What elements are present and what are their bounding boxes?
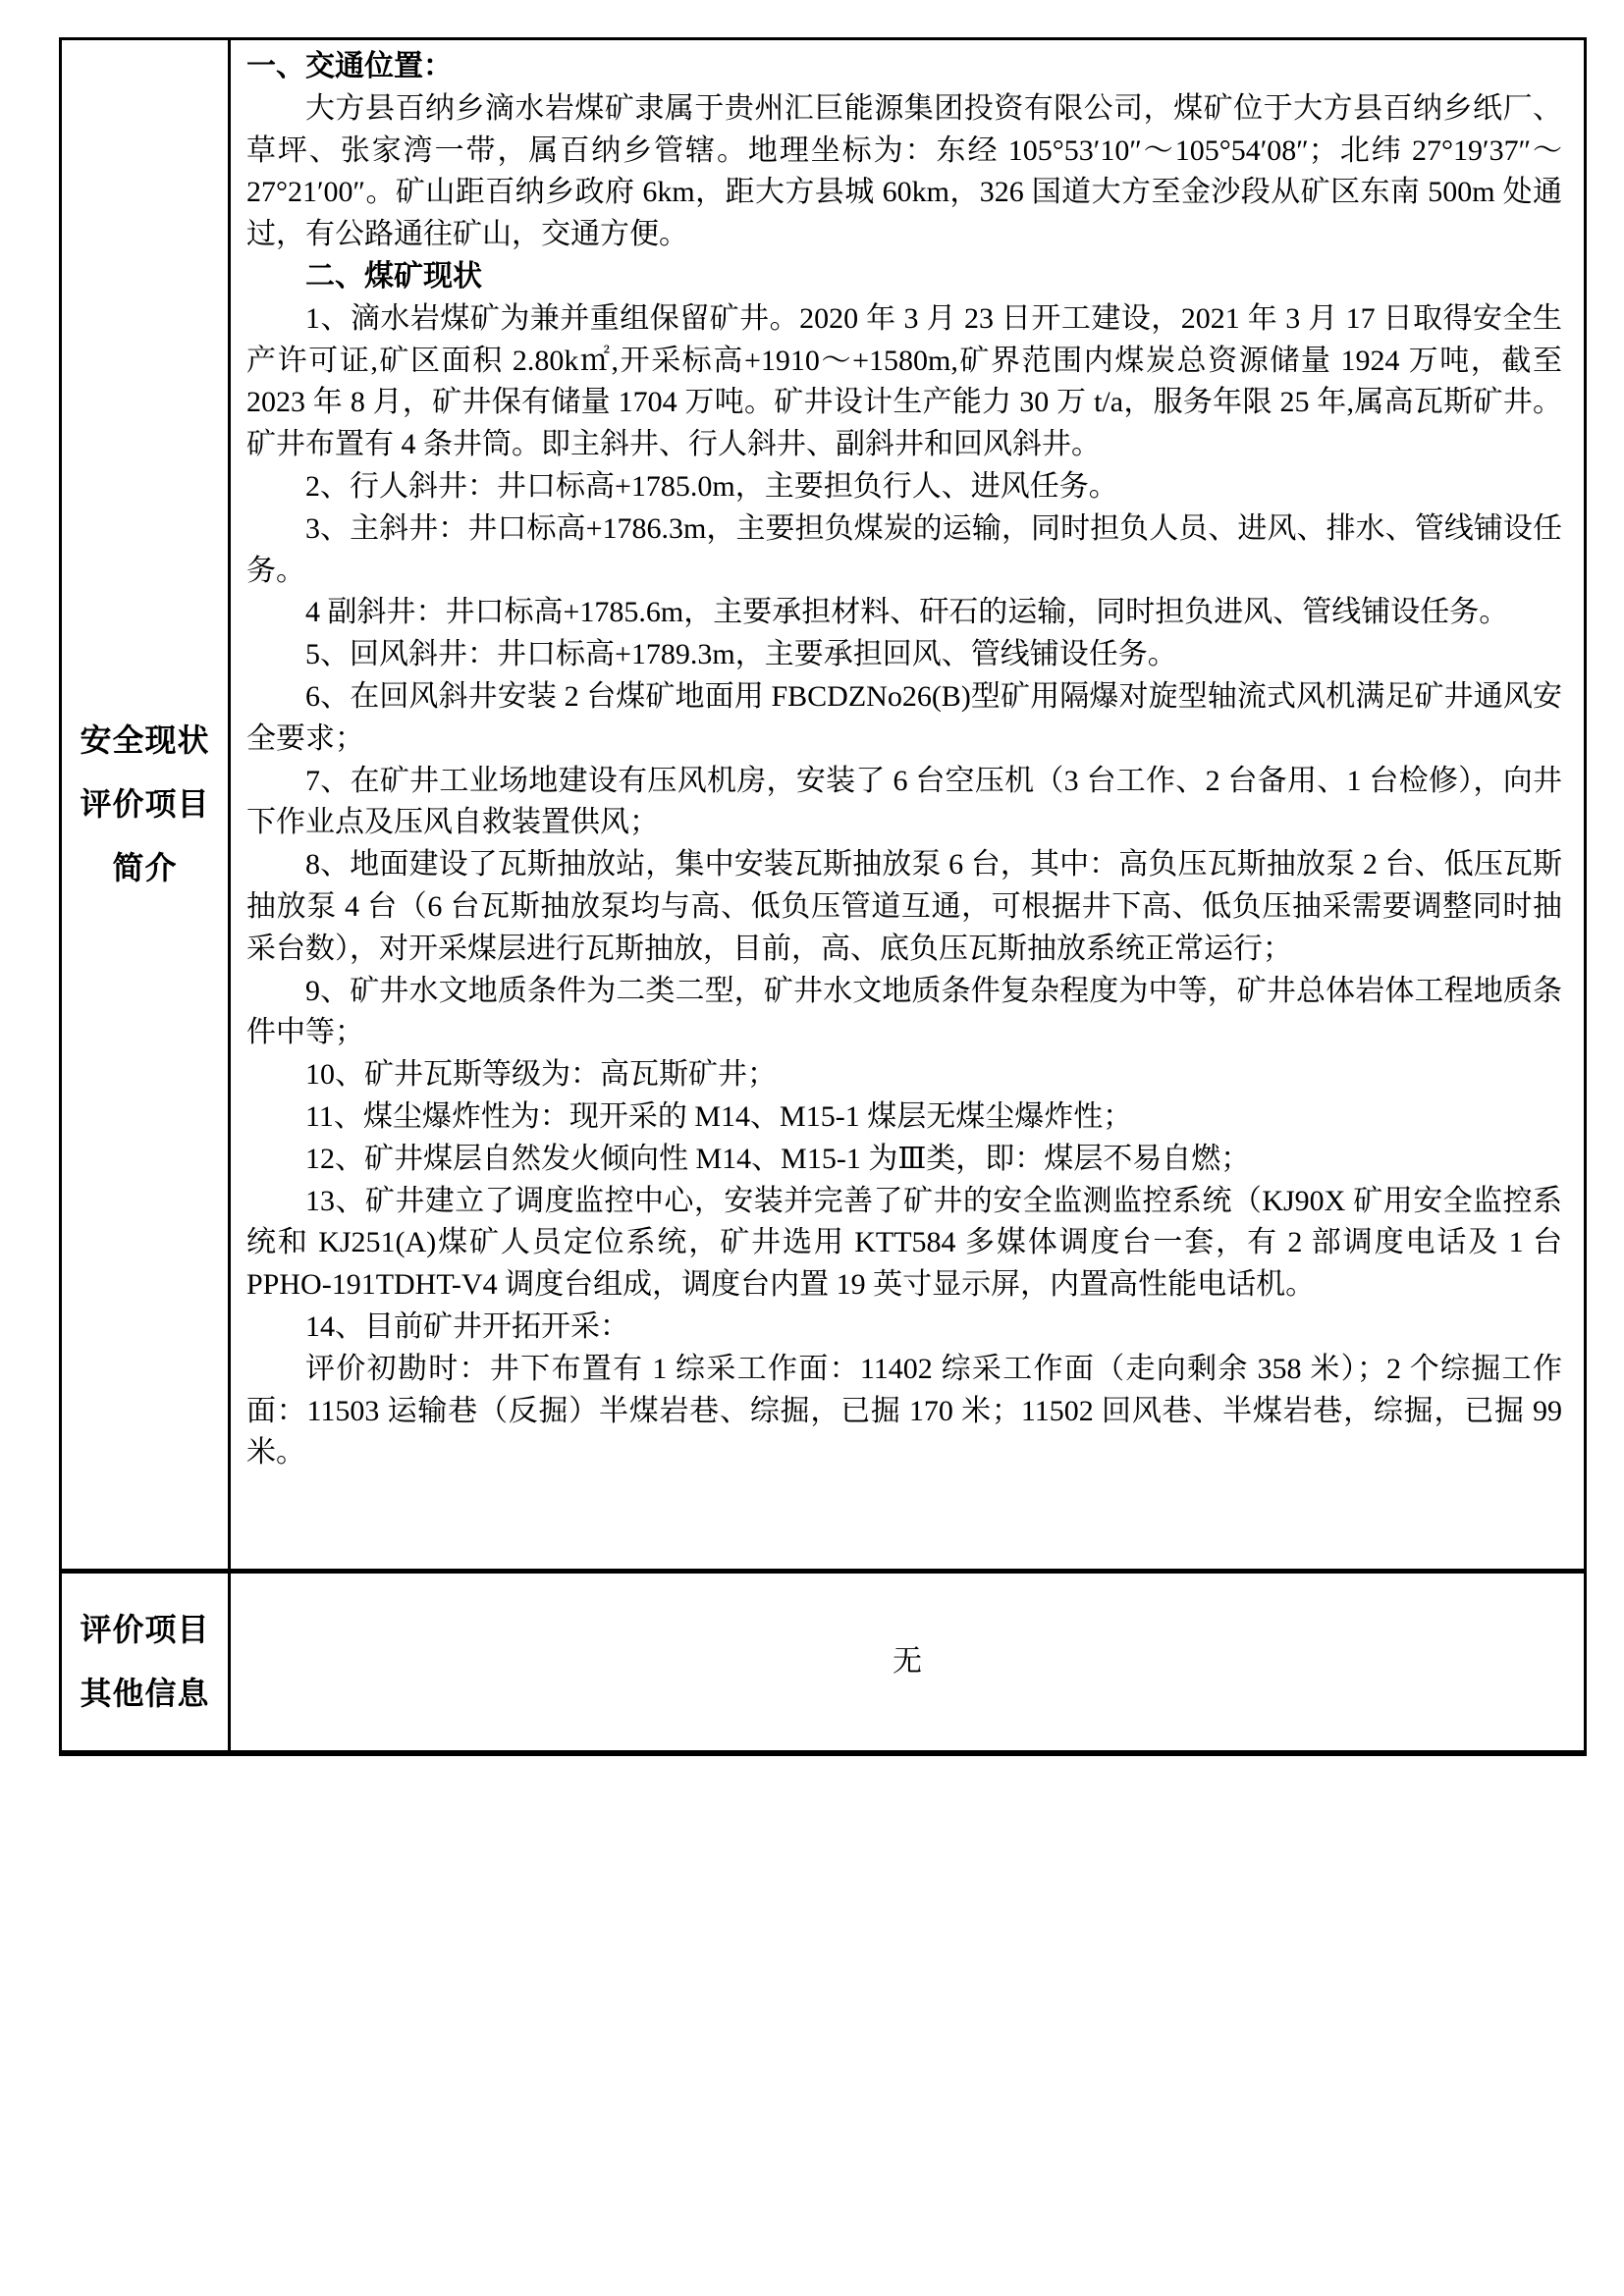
section-heading: 二、煤矿现状 [305,259,482,293]
paragraph: 7、在矿井工业场地建设有压风机房，安装了 6 台空压机（3 台工作、2 台备用、1 台检修），向井下作业点及压风自救装置供风； [246,764,1562,839]
section-heading: 一、交通位置： [246,50,453,82]
row-content-cell-safety-status [231,40,1584,1569]
paragraph: 5、回风斜井：井口标高+1789.3m，主要承担回风、管线铺设任务。 [305,638,1177,671]
paragraph: 9、矿井水文地质条件为二类二型，矿井水文地质条件复杂程度为中等，矿井总体岩体工程地质条件中等； [246,974,1562,1049]
paragraph: 2、行人斜井：井口标高+1785.0m，主要担负行人、进风任务。 [305,469,1118,503]
row-label-line: 简介 [112,850,178,885]
paragraph: 11、煤尘爆炸性为：现开采的 M14、M15-1 煤层无煤尘爆炸性； [305,1099,1133,1133]
paragraph: 10、矿井瓦斯等级为：高瓦斯矿井； [305,1058,777,1092]
table-row-other-info [62,1574,1584,1750]
evaluation-table [59,37,1587,1756]
row-label-line: 其他信息 [80,1676,210,1711]
paragraph: 大方县百纳乡滴水岩煤矿隶属于贵州汇巨能源集团投资有限公司，煤矿位于大方县百纳乡纸厂、草坪、张家湾一带，属百纳乡管辖。地理坐标为：东经 105°53′10″～105°54′08″；北纬 27°19′37″～27°21′00″。矿山距百纳乡政府 6km，距大方县城 60km，326 国道大方至金沙段从矿区东南 500m 处通过，有公路通往矿山，交通方便。 [246,91,1562,251]
paragraph: 14、目前矿井开拓开采： [305,1309,629,1343]
paragraph: 4 副斜井：井口标高+1785.6m，主要承担材料、矸石的运输，同时担负进风、管线铺设任务。 [305,596,1509,629]
row-label-cell-other-info [62,1574,231,1750]
paragraph: 评价初勘时：井下布置有 1 综采工作面：11402 综采工作面（走向剩余 358 米）；2 个综掘工作面：11503 运输巷（反掘）半煤岩巷、综掘，已掘 170 米；11502 回风巷、半煤岩巷，综掘，已掘 99 米。 [246,1352,1562,1469]
row-label-cell-safety-status [62,40,231,1569]
table-row-safety-status-summary [62,40,1584,1574]
row-label-line: 评价项目 [80,786,210,822]
paragraph: 13、矿井建立了调度监控中心，安装并完善了矿井的安全监测监控系统（KJ90X 矿用安全监控系统和 KJ251(A)煤矿人员定位系统，矿井选用 KTT584 多媒体调度台一套，有 2 部调度电话及 1 台 PPHO-191TDHT-V4 调度台组成，调度台内置 19 英寸显示屏，内置高性能电话机。 [246,1184,1562,1302]
other-info-value: 无 [893,1644,922,1678]
paragraph: 12、矿井煤层自然发火倾向性 M14、M15-1 为Ⅲ类，即：煤层不易自燃； [305,1142,1251,1175]
paragraph: 6、在回风斜井安装 2 台煤矿地面用 FBCDZNo26(B)型矿用隔爆对旋型轴流式风机满足矿井通风安全要求； [246,679,1562,755]
row-label-line: 安全现状 [80,722,210,758]
content-section [246,46,1562,256]
row-label-line: 评价项目 [80,1612,210,1647]
paragraph: 3、主斜井：井口标高+1786.3m，主要担负煤炭的运输，同时担负人员、进风、排水、管线铺设任务。 [246,511,1562,587]
row-content-cell-other-info [231,1574,1584,1750]
paragraph: 1、滴水岩煤矿为兼并重组保留矿井。2020 年 3 月 23 日开工建设，2021 年 3 月 17 日取得安全生产许可证,矿区面积 2.80k㎡,开采标高+1910～+1580m,矿界范围内煤炭总资源储量 1924 万吨，截至 2023 年 8 月，矿井保有储量 1704 万吨。矿井设计生产能力 30 万 t/a，服务年限 25 年,属高瓦斯矿井。矿井布置有 4 条井筒。即主斜井、行人斜井、副斜井和回风斜井。 [246,301,1562,461]
paragraph: 8、地面建设了瓦斯抽放站，集中安装瓦斯抽放泵 6 台，其中：高负压瓦斯抽放泵 2 台、低压瓦斯抽放泵 4 台（6 台瓦斯抽放泵均与高、低负压管道互通，可根据井下高、低负压抽采需要调整同时抽采台数），对开采煤层进行瓦斯抽放，目前，高、底负压瓦斯抽放系统正常运行； [246,848,1562,965]
content-section [246,256,1562,1474]
